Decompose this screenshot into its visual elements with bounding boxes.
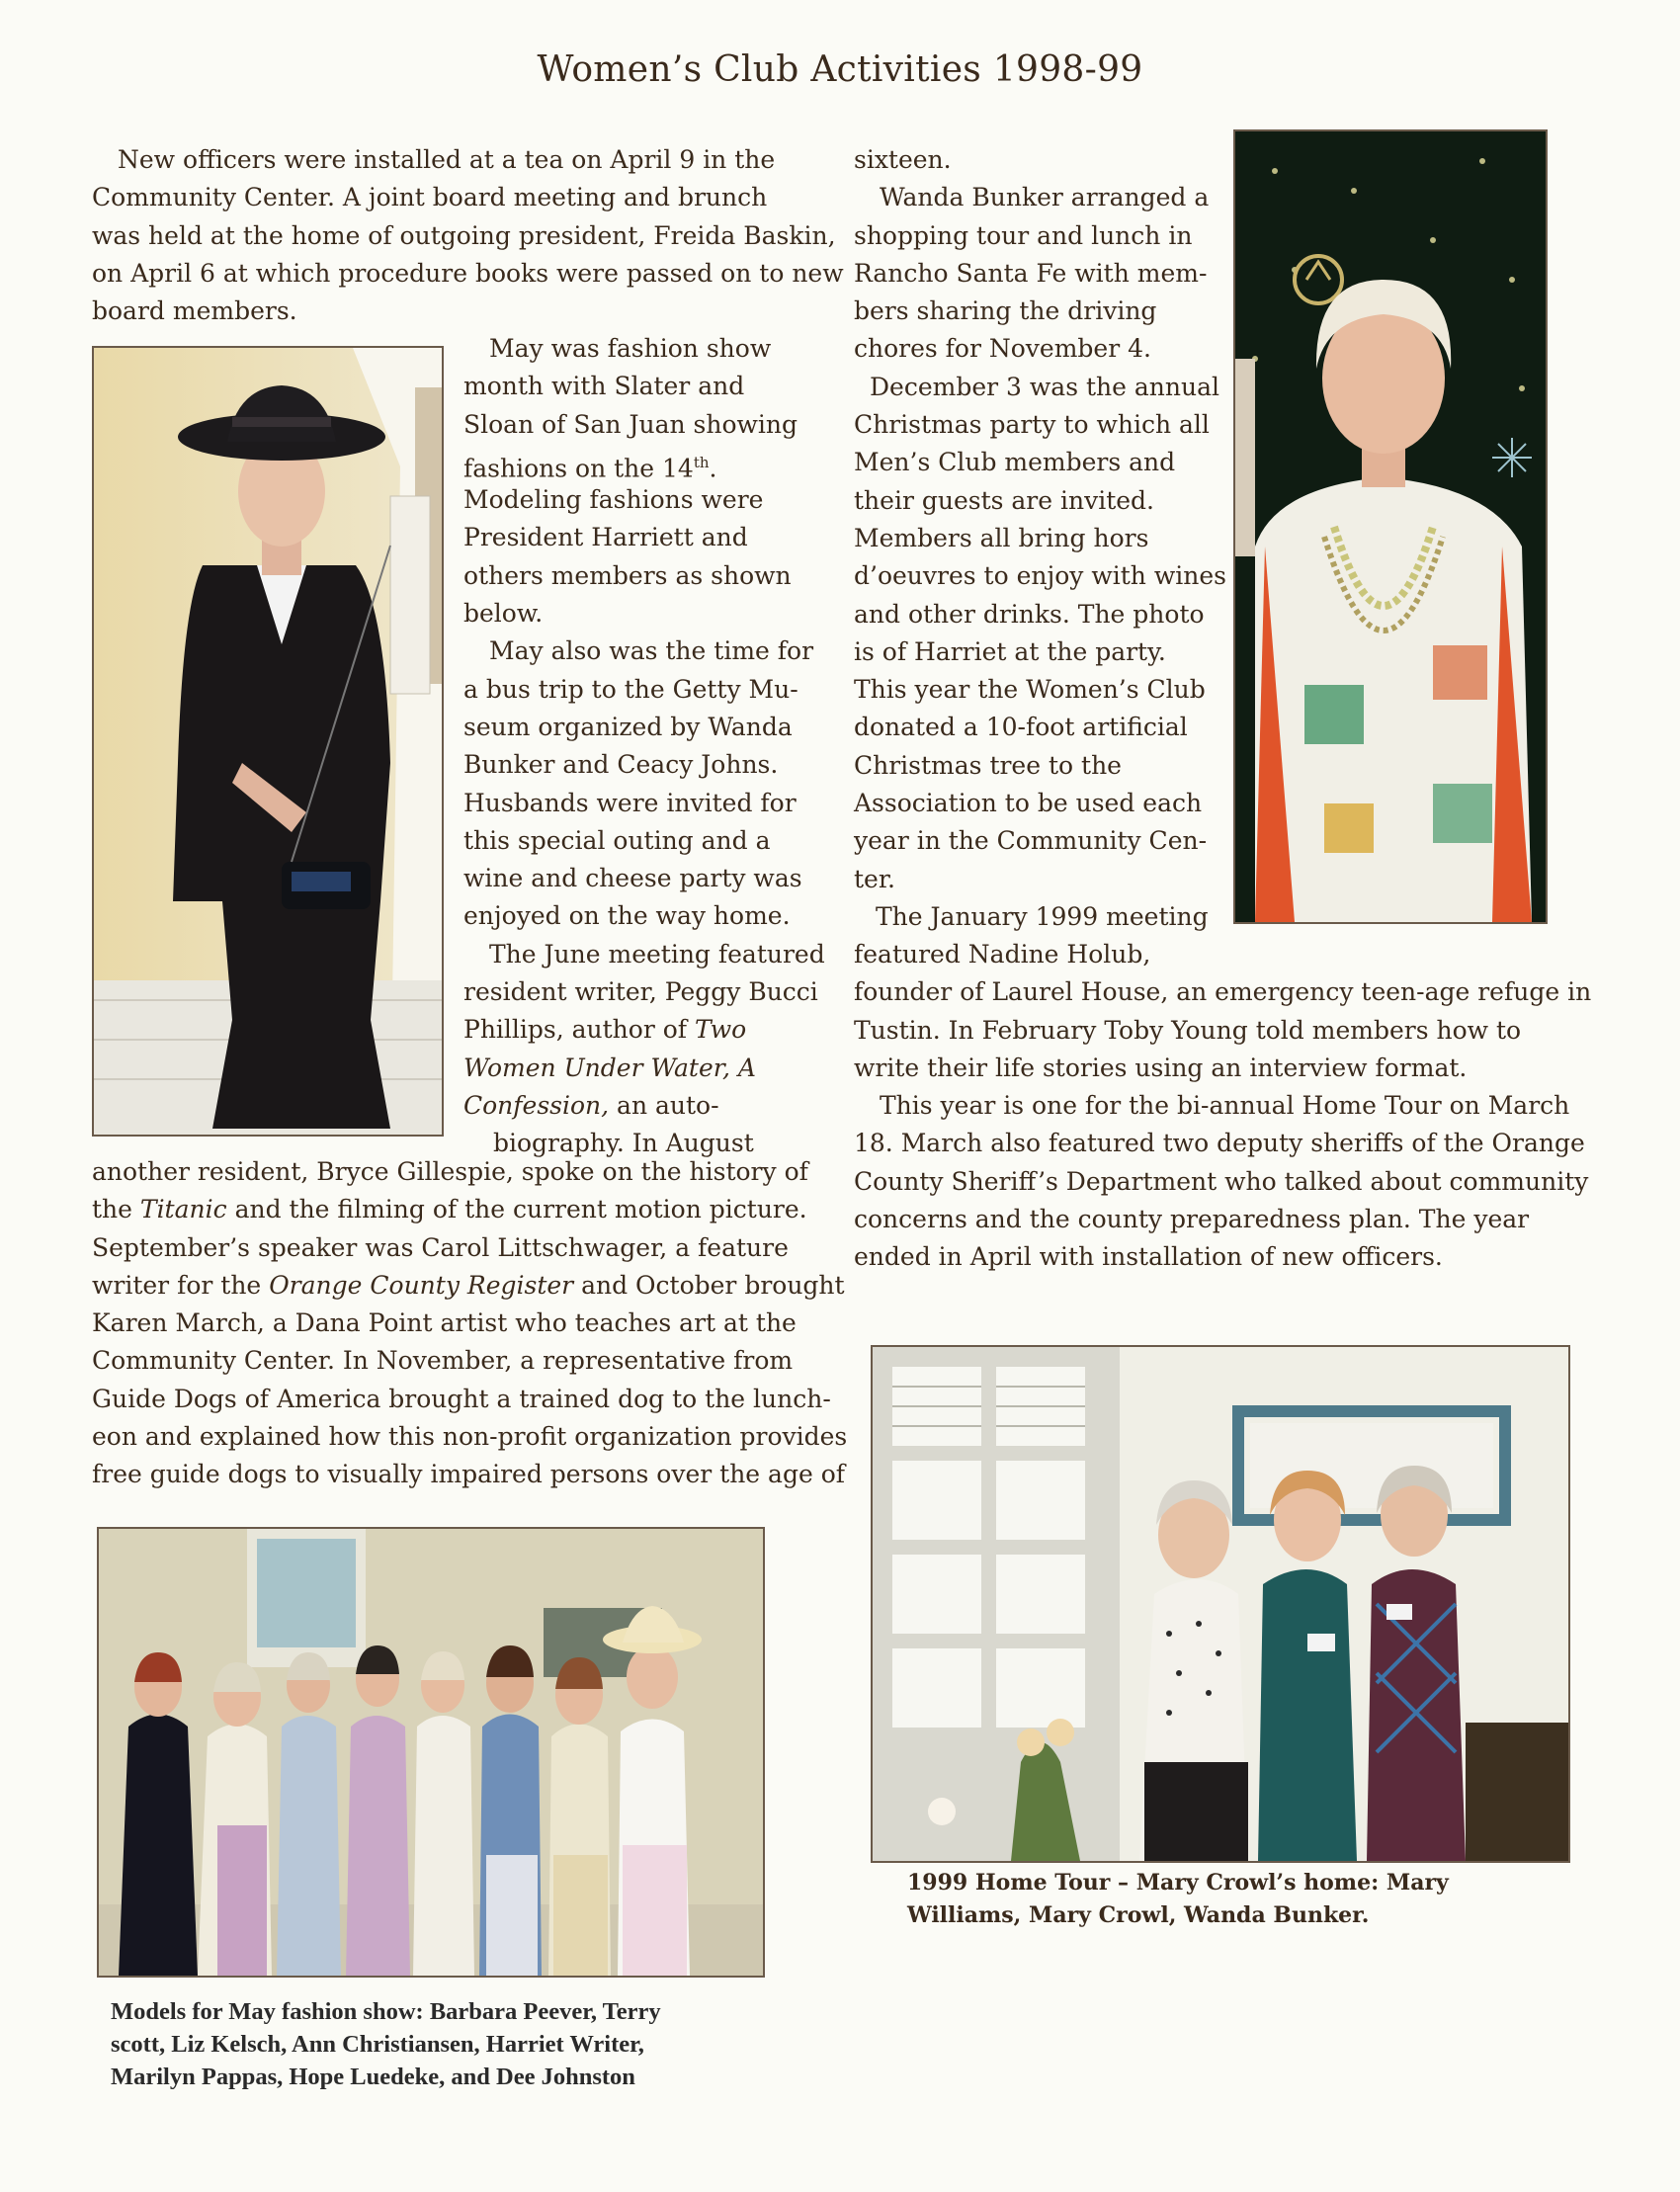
text-line: This year is one for the bi-annual Home Tour on March	[880, 1091, 1570, 1121]
text-line: Confession, an auto-	[463, 1090, 719, 1120]
text-line: and other drinks. The photo	[854, 599, 1205, 629]
text-line: the Titanic and the filming of the current motion picture.	[92, 1195, 807, 1224]
caption-line: 1999 Home Tour – Mary Crowl’s home: Mary	[907, 1870, 1449, 1896]
text-line: 18. March also featured two deputy sheriffs of the Orange	[854, 1129, 1585, 1158]
text-line: below.	[463, 599, 544, 629]
text-line: Men’s Club members and	[854, 448, 1176, 477]
text-line: concerns and the county preparedness plan. The year	[854, 1205, 1530, 1234]
text-line: This year the Women’s Club	[854, 675, 1206, 705]
photo-models-group-image	[99, 1529, 763, 1976]
text-line: year in the Community Cen-	[854, 826, 1208, 856]
text-line: wine and cheese party was	[463, 864, 802, 893]
text-line: was held at the home of outgoing president, Freida Baskin,	[92, 220, 836, 250]
text-line: fashions on the 14th.	[463, 453, 717, 483]
photo-home-tour	[871, 1345, 1570, 1863]
text-line: chores for November 4.	[854, 334, 1151, 364]
text-line: enjoyed on the way home.	[463, 901, 791, 931]
text-line: Bunker and Ceacy Johns.	[463, 750, 779, 780]
text-line: Tustin. In February Toby Young told members how to	[854, 1015, 1522, 1045]
text-line: Karen March, a Dana Point artist who teaches art at the	[92, 1308, 797, 1338]
text-line: ter.	[854, 864, 895, 893]
text-line: resident writer, Peggy Bucci	[463, 977, 818, 1007]
caption-line: Williams, Mary Crowl, Wanda Bunker.	[907, 1902, 1370, 1928]
caption-models	[111, 1995, 783, 2093]
text-line: New officers were installed at a tea on April 9 in the	[118, 145, 776, 174]
text-line: May also was the time for	[489, 636, 814, 666]
text-line: write their life stories using an interview format.	[854, 1053, 1468, 1082]
text-line: Wanda Bunker arranged a	[880, 183, 1210, 212]
text-line: Association to be used each	[854, 789, 1203, 818]
text-line: is of Harriet at the party.	[854, 636, 1166, 666]
text-line: ended in April with installation of new officers.	[854, 1242, 1443, 1272]
text-line: Community Center. In November, a representative from	[92, 1346, 794, 1376]
photo-woman-in-hat-image	[94, 348, 442, 1135]
photo-woman-in-hat	[92, 346, 444, 1137]
text-line: President Harriett and	[463, 523, 748, 552]
caption-line: Marilyn Pappas, Hope Luedeke, and Dee Johnston	[111, 2064, 635, 2090]
text-line: another resident, Bryce Gillespie, spoke on the history of	[92, 1157, 808, 1186]
text-left-middle	[463, 330, 825, 1163]
text-line: Community Center. A joint board meeting and brunch	[92, 183, 768, 212]
caption-line: Models for May fashion show: Barbara Peever, Terry	[111, 1998, 661, 2025]
text-line: Guide Dogs of America brought a trained dog to the lunch-	[92, 1384, 831, 1413]
caption-home-tour	[907, 1867, 1559, 1932]
text-line: eon and explained how this non-profit organization provides	[92, 1422, 848, 1452]
text-left-top	[92, 141, 844, 330]
text-line: Husbands were invited for	[463, 788, 797, 817]
photo-harriet-christmas-image	[1235, 131, 1546, 922]
text-line: seum organized by Wanda	[463, 712, 793, 741]
text-line: others members as shown	[463, 560, 792, 590]
photo-home-tour-image	[873, 1347, 1568, 1861]
text-line: a bus trip to the Getty Mu-	[463, 674, 798, 704]
text-line: biography. In August	[493, 1129, 754, 1158]
text-line: County Sheriff’s Department who talked about community	[854, 1166, 1589, 1196]
text-line: September’s speaker was Carol Littschwager, a feature	[92, 1232, 789, 1262]
text-line: The January 1999 meeting	[876, 901, 1209, 931]
text-line: shopping tour and lunch in	[854, 220, 1193, 250]
text-line: Members all bring hors	[854, 523, 1149, 552]
text-line: Christmas party to which all	[854, 410, 1210, 440]
text-line: writer for the Orange County Register and October brought	[92, 1270, 845, 1300]
text-line: Modeling fashions were	[463, 485, 764, 515]
text-line: d’oeuvres to enjoy with wines	[854, 561, 1226, 591]
text-line: month with Slater and	[463, 372, 745, 401]
text-right-top	[854, 141, 1229, 936]
text-line: free guide dogs to visually impaired persons over the age of	[92, 1460, 845, 1489]
text-line: donated a 10-foot artificial	[854, 713, 1188, 742]
text-line: sixteen.	[854, 145, 952, 174]
text-line: board members.	[92, 296, 297, 326]
text-line: May was fashion show	[489, 334, 772, 363]
text-line: Women Under Water, A	[463, 1053, 756, 1082]
page-title: Women’s Club Activities 1998-99	[537, 49, 1143, 90]
text-line: bers sharing the driving	[854, 296, 1157, 326]
text-line: on April 6 at which procedure books were passed on to new	[92, 258, 844, 288]
photo-harriet-christmas	[1233, 129, 1548, 924]
text-line: founder of Laurel House, an emergency teen-age refuge in	[854, 977, 1592, 1007]
text-line: December 3 was the annual	[870, 372, 1219, 401]
text-right-bottom	[854, 936, 1592, 1277]
caption-line: scott, Liz Kelsch, Ann Christiansen, Harriet Writer,	[111, 2031, 644, 2058]
text-line: their guests are invited.	[854, 485, 1154, 515]
text-left-bottom	[92, 1153, 848, 1494]
text-line: Sloan of San Juan showing	[463, 409, 798, 439]
text-line: The June meeting featured	[489, 939, 825, 969]
text-line: featured Nadine Holub,	[854, 940, 1151, 969]
text-line: Phillips, author of Two	[463, 1015, 747, 1045]
photo-models-group	[97, 1527, 765, 1978]
text-line: Rancho Santa Fe with mem-	[854, 258, 1208, 288]
text-line: Christmas tree to the	[854, 750, 1122, 780]
text-line: this special outing and a	[463, 825, 771, 855]
